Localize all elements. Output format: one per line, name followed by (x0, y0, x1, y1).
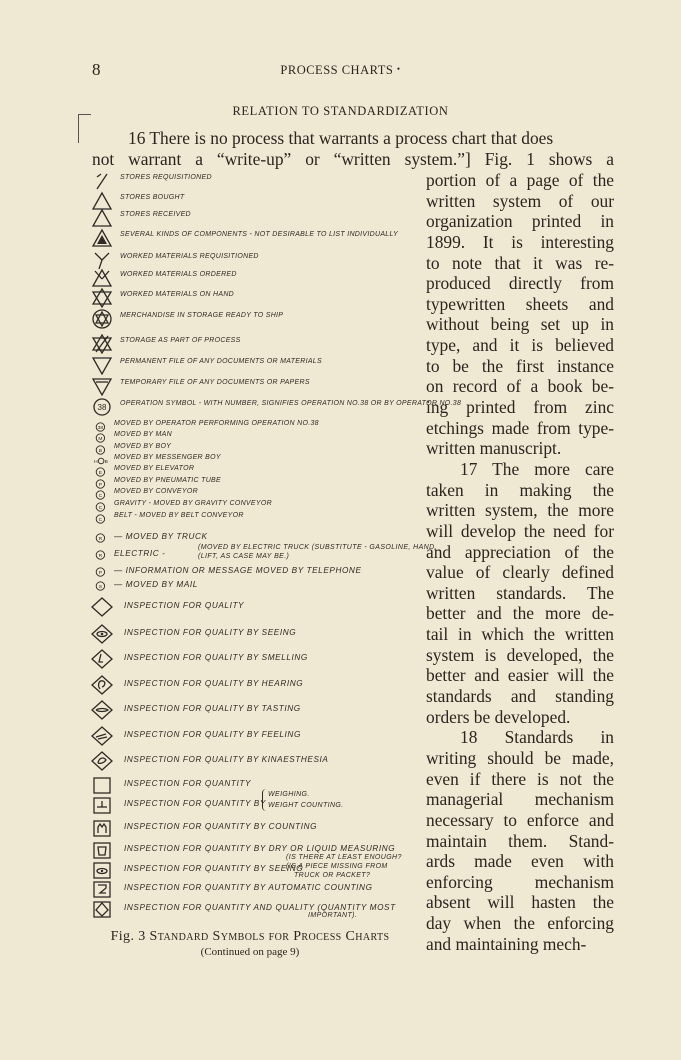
circle-s-icon (92, 579, 109, 593)
text-line: to be the first instance (426, 355, 614, 376)
quality-note: IMPORTANT). (308, 912, 358, 919)
symbol-label: MOVED BY ELEVATOR (114, 465, 195, 472)
text-line: enforcing mechanism (426, 871, 614, 892)
text-line: maintain them. Stand- (426, 830, 614, 851)
seeing-note-line-2: (IS A PIECE MISSING FROM (286, 863, 388, 870)
symbol-label: INSPECTION FOR QUALITY BY FEELING (124, 730, 301, 739)
symbol-label: INSPECTION FOR QUALITY BY TASTING (124, 704, 301, 713)
diamond-muscle-icon (90, 751, 114, 771)
weigh-note-line-2: WEIGHT COUNTING. (268, 802, 344, 809)
seeing-note-line-3: TRUCK OR PACKET? (294, 872, 371, 879)
symbol-label: INSPECTION FOR QUALITY BY KINAESTHESIA (124, 755, 329, 764)
margin-bracket (78, 114, 91, 143)
text-line: absent will hasten the (426, 892, 614, 913)
figure-caption (92, 929, 408, 945)
text-line: written manuscript. (426, 438, 562, 459)
circle-c-icon (92, 512, 109, 526)
symbol-label: INSPECTION FOR QUANTITY BY SEEING (124, 864, 304, 873)
page-number: 8 (92, 60, 101, 79)
text-line: and maintaining mech- (426, 933, 587, 954)
star-of-david-icon (90, 288, 114, 308)
triangle-filled-icon (90, 228, 114, 248)
symbol-label: MOVED BY CONVEYOR (114, 488, 198, 495)
square-icon (90, 775, 114, 795)
triangle-y-icon (90, 268, 114, 288)
symbol-label: INSPECTION FOR QUALITY BY SMELLING (124, 653, 308, 662)
symbol-label: INSPECTION FOR QUANTITY BY COUNTING (124, 822, 318, 831)
square-hand-icon (90, 818, 114, 838)
caption-prefix: Fig. 3 (110, 929, 146, 944)
text-line: standards and standing (426, 686, 614, 707)
symbol-label: TEMPORARY FILE OF ANY DOCUMENTS OR PAPERS (120, 379, 310, 386)
symbol-label: INSPECTION FOR QUANTITY BY DRY OR LIQUID MEASURING (124, 844, 396, 853)
circled-star-icon (90, 309, 114, 329)
text-line: to note that it was re- (426, 252, 614, 273)
text-line: 17 The more care (460, 458, 614, 479)
symbol-label: INSPECTION FOR QUANTITY BY (124, 799, 266, 808)
circle-38-icon (90, 397, 114, 417)
symbol-label: — MOVED BY TRUCK (114, 532, 208, 541)
symbol-label: GRAVITY - MOVED BY GRAVITY CONVEYOR (114, 500, 272, 507)
svg-text:C: C (98, 494, 103, 500)
symbol-label: BELT - MOVED BY BELT CONVEYOR (114, 512, 244, 519)
svg-text:B: B (98, 449, 103, 455)
running-head-text: PROCESS CHARTS (280, 63, 394, 77)
text-line: written standards. The (426, 582, 614, 603)
paragraph-16-line-1: 16 There is no process that warrants a process chart that does (128, 128, 554, 148)
text-line: orders be developed. (426, 706, 571, 727)
text-line: value of clearly defined (426, 562, 614, 583)
weigh-brace (262, 789, 268, 811)
section-title: RELATION TO STANDARDIZATION (232, 104, 449, 118)
symbol-label: MOVED BY OPERATOR PERFORMING OPERATION NO.38 (114, 420, 319, 427)
symbol-label: WORKED MATERIALS ORDERED (120, 271, 237, 278)
text-line: written system of our (426, 190, 614, 211)
text-line: even if there is not the (426, 768, 614, 789)
square-scale-icon (90, 795, 114, 815)
text-line: better and the more de- (426, 603, 614, 624)
symbol-label: INSPECTION FOR QUALITY BY HEARING (124, 679, 304, 688)
text-line: portion of a page of the (426, 170, 614, 190)
svg-text:C: C (98, 506, 103, 512)
square-measure-icon (90, 840, 114, 860)
svg-text:P: P (98, 571, 103, 577)
text-line: system is developed, the (426, 644, 614, 665)
text-line: organization printed in (426, 211, 614, 232)
diamond-nose-icon (90, 649, 114, 669)
svg-text:P: P (98, 483, 103, 489)
right-column-text (426, 170, 614, 954)
symbol-label: STORES RECEIVED (120, 211, 191, 218)
symbol-label: ELECTRIC - (114, 549, 166, 558)
circle-p-icon (92, 565, 109, 579)
text-line: type, and it is believed (426, 335, 614, 356)
symbol-label: MOVED BY MESSENGER BOY (114, 454, 221, 461)
square-diamond-icon (90, 899, 114, 919)
svg-text:H: H (94, 460, 98, 466)
symbol-label: INSPECTION FOR QUALITY (124, 601, 245, 610)
text-line: ing printed from zinc (426, 397, 614, 418)
text-line: managerial mechanism (426, 789, 614, 810)
inverted-triangle-icon (90, 355, 114, 375)
symbol-label: MOVED BY PNEUMATIC TUBE (114, 477, 221, 484)
text-line: will develop the need for (426, 520, 614, 541)
symbol-label: INSPECTION FOR QUANTITY (124, 779, 252, 788)
symbol-label: INSPECTION FOR QUANTITY BY AUTOMATIC COUNTING (124, 883, 373, 892)
paragraph-16-line-2: not warrant a “write-up” or “written system.”] Fig. 1 shows a (92, 149, 614, 169)
symbol-label: INSPECTION FOR QUANTITY AND QUALITY (QUANTITY MOST (124, 903, 396, 912)
symbol-label: OPERATION SYMBOL - WITH NUMBER, SIGNIFIES OPERATION NO.38 OR BY OPERATOR NO.38 (120, 400, 462, 407)
text-line: day when the enforcing (426, 913, 614, 934)
svg-text:S: S (98, 585, 103, 591)
y-stroke-icon (90, 250, 114, 270)
svg-text:E: E (98, 471, 103, 477)
square-eye-icon (90, 860, 114, 880)
text-line: typewritten sheets and (426, 293, 614, 314)
symbol-label: STORAGE AS PART OF PROCESS (120, 337, 241, 344)
text-line: taken in making the (426, 479, 614, 500)
square-counter-icon (90, 879, 114, 899)
text-line: and appreciation of the (426, 541, 614, 562)
svg-text:R: R (98, 554, 103, 560)
symbol-label: MOVED BY BOY (114, 443, 172, 450)
diamond-hand-icon (90, 726, 114, 746)
star-stroke-icon (90, 334, 114, 354)
symbol-label: WORKED MATERIALS ON HAND (120, 291, 235, 298)
seeing-note-line-1: (IS THERE AT LEAST ENOUGH? (286, 854, 402, 861)
svg-text:C: C (98, 518, 103, 524)
text-line: written system, the more (426, 500, 614, 521)
symbol-label: — MOVED BY MAIL (114, 580, 198, 589)
text-line: on record of a book be- (426, 376, 614, 397)
svg-text:B: B (104, 460, 108, 466)
diamond-ear-icon (90, 675, 114, 695)
electric-note-line-2: (LIFT, AS CASE MAY BE.) (198, 553, 290, 560)
symbol-label: INSPECTION FOR QUALITY BY SEEING (124, 628, 297, 637)
text-line: tail in which the written (426, 624, 614, 645)
text-line: writing should be made, (426, 747, 614, 768)
symbol-label: STORES BOUGHT (120, 194, 185, 201)
symbol-label: SEVERAL KINDS OF COMPONENTS - NOT DESIRABLE TO LIST INDIVIDUALLY (120, 231, 399, 238)
triangle-icon (90, 208, 114, 228)
diamond-eye-icon (90, 624, 114, 644)
svg-text:R: R (98, 537, 103, 543)
stroke-icon (90, 171, 114, 191)
running-head-mark: • (396, 64, 401, 74)
circle-r-icon (92, 548, 109, 562)
symbol-label: PERMANENT FILE OF ANY DOCUMENTS OR MATERIALS (120, 358, 322, 365)
continued-note: (Continued on page 9) (200, 946, 300, 958)
diamond-icon (90, 597, 114, 617)
symbol-label: STORES REQUISITIONED (120, 174, 212, 181)
text-line: without being set up in (426, 314, 614, 335)
svg-text:38: 38 (97, 426, 104, 432)
running-head (0, 63, 681, 78)
symbol-label: — INFORMATION OR MESSAGE MOVED BY TELEPHONE (114, 566, 362, 575)
text-line: etchings made from type- (426, 417, 614, 438)
weigh-note-line-1: WEIGHING. (268, 791, 310, 798)
svg-text:38: 38 (97, 403, 107, 412)
diamond-mouth-icon (90, 700, 114, 720)
caption-text: Standard Symbols for Process Charts (149, 929, 390, 944)
text-line: ards made even with (426, 851, 614, 872)
text-line: produced directly from (426, 273, 614, 294)
text-line: 1899. It is interesting (426, 231, 614, 252)
symbol-label: WORKED MATERIALS REQUISITIONED (120, 253, 259, 260)
svg-text:M: M (98, 437, 103, 443)
text-line: better and easier will the (426, 665, 614, 686)
text-line: 18 Standards in (460, 727, 614, 748)
symbol-label: MERCHANDISE IN STORAGE READY TO SHIP (120, 312, 284, 319)
symbol-label: MOVED BY MAN (114, 431, 172, 438)
text-line: necessary to enforce and (426, 809, 614, 830)
inverted-triangle-hatched-icon (90, 376, 114, 396)
circle-r-icon (92, 531, 109, 545)
electric-note-line-1: (MOVED BY ELECTRIC TRUCK (SUBSTITUTE - GASOLINE, HAND, (198, 544, 437, 551)
